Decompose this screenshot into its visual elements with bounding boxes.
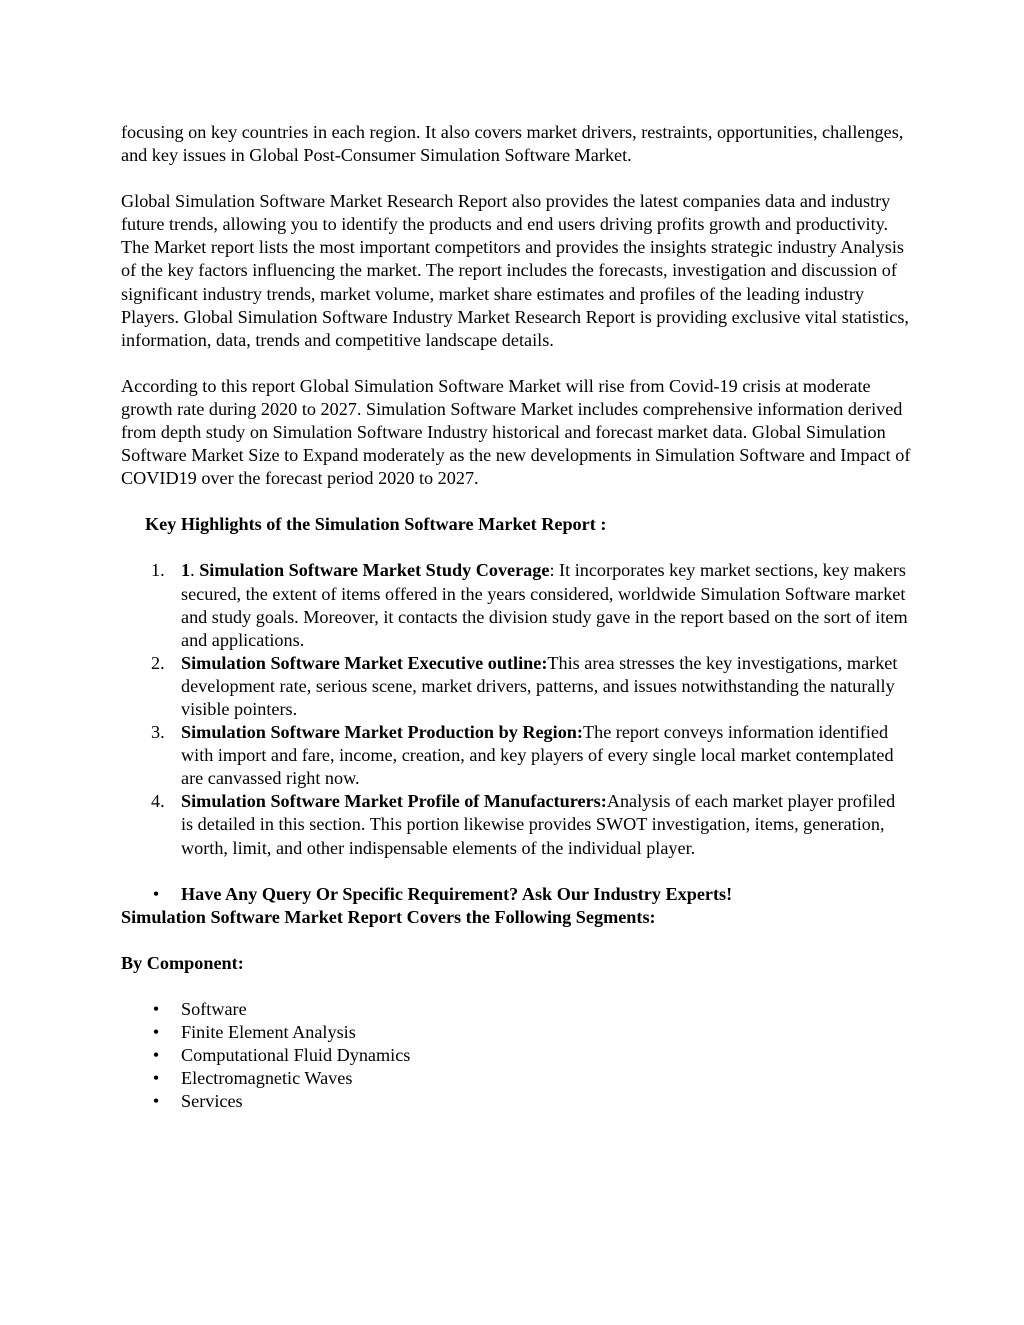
paragraph-report-overview: Global Simulation Software Market Research Report also provides the latest companies data and industry future trends, allowing you to identify the products and end users driving profits growth and productivity. The Market report lists the most important competitors and provides the insights strategic industry Analysis of the key factors influencing the market. The report includes the forecasts, investigation and discussion of significant industry trends, market volume, market share estimates and profiles of the leading industry Players. Global Simulation Software Industry Market Research Report is providing exclusive vital statistics, information, data, trends and competitive landscape details. <box>121 191 909 350</box>
highlight-title: Simulation Software Market Production by Region: <box>181 722 583 743</box>
highlight-item <box>121 652 911 721</box>
highlight-title: Simulation Software Market Profile of Manufacturers: <box>181 791 607 812</box>
highlight-title: Simulation Software Market Executive outline: <box>181 652 548 673</box>
highlight-prefix: 1 <box>181 560 191 581</box>
bullet-icon: • <box>152 998 160 1019</box>
highlight-text: This area stresses the key investigations, market development rate, serious scene, market drivers, patterns, and issues notwithstanding the naturally visible pointers. <box>181 652 898 719</box>
bullet-icon: • <box>152 1022 160 1042</box>
component-label: Services <box>181 1091 243 1112</box>
query-callout <box>121 883 911 906</box>
bullet-icon: • <box>152 1068 160 1089</box>
query-text: Have Any Query Or Specific Requirement? Ask Our Industry Experts! <box>181 883 733 904</box>
highlights-list <box>121 559 911 859</box>
list-number: 3. <box>151 722 165 743</box>
highlight-text: The report conveys information identified with import and fare, income, creation, and key players of every single local market contemplated are canvassed right now. <box>181 722 894 789</box>
highlight-item <box>121 721 911 790</box>
list-item <box>121 1067 911 1090</box>
paragraph-covid-outlook: According to this report Global Simulation Software Market will rise from Covid-19 crisis at moderate growth rate during 2020 to 2027. Simulation Software Market includes comprehensive information derived from depth study on Simulation Software Industry historical and forecast market data. Global Simulation Software Market Size to Expand moderately as the new developments in Simulation Software and Impact of COVID19 over the forecast period 2020 to 2027. <box>121 375 911 489</box>
bullet-icon: • <box>152 883 160 904</box>
bullet-icon: • <box>152 1091 160 1112</box>
highlight-text: : It incorporates key market sections, key makers secured, the extent of items offered in the years considered, worldwide Simulation Software market and study goals. Moreover, it contacts the division study gave in the report based on the sort of item and applications. <box>181 560 908 650</box>
segments-heading: Simulation Software Market Report Covers the Following Segments: <box>121 906 656 927</box>
paragraph-intro: focusing on key countries in each region. It also covers market drivers, restraints, opportunities, challenges, and key issues in Global Post-Consumer Simulation Software Market. <box>121 122 904 166</box>
list-item <box>121 1021 911 1044</box>
query-list <box>121 883 911 906</box>
component-label: Finite Element Analysis <box>181 1022 356 1042</box>
list-number: 2. <box>151 652 165 673</box>
highlight-item <box>121 790 911 859</box>
bullet-icon: • <box>152 1045 160 1066</box>
list-item <box>121 1044 911 1067</box>
component-label: Software <box>181 998 247 1019</box>
highlight-item <box>121 559 911 651</box>
highlight-text: Analysis of each market player profiled is detailed in this section. This portion likewise provides SWOT investigation, items, generation, worth, limit, and other indispensable elements of the individual player. <box>181 791 896 858</box>
key-highlights-heading: Key Highlights of the Simulation Software Market Report : <box>145 514 607 535</box>
highlight-title: Simulation Software Market Study Coverage <box>199 560 550 581</box>
list-item <box>121 998 911 1021</box>
component-label: Computational Fluid Dynamics <box>181 1045 411 1066</box>
by-component-heading: By Component: <box>121 952 244 973</box>
highlight-prefix-separator: . <box>190 560 200 581</box>
document-page <box>121 121 911 1113</box>
component-list <box>121 998 911 1113</box>
list-number: 1. <box>151 560 165 581</box>
component-label: Electromagnetic Waves <box>181 1068 353 1089</box>
list-number: 4. <box>151 791 165 812</box>
list-item <box>121 1090 911 1113</box>
